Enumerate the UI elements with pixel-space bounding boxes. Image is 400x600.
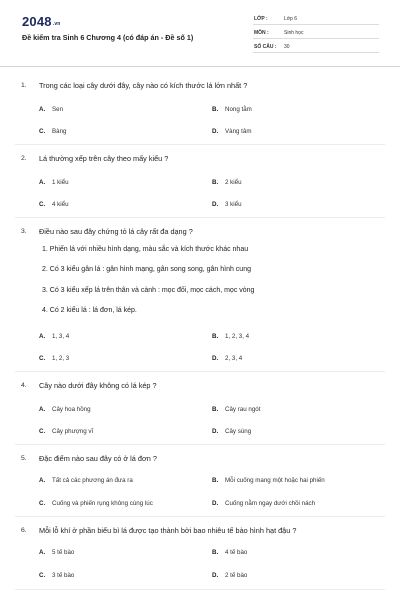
option-text: Vàng tâm	[225, 128, 252, 135]
option-b[interactable]	[212, 333, 249, 340]
option-letter: A.	[39, 179, 46, 186]
header-divider	[0, 66, 400, 67]
meta-count-label: SỐ CÂU :	[254, 44, 277, 50]
option-letter: B.	[212, 106, 219, 113]
option-letter: B.	[212, 477, 219, 484]
option-letter: D.	[212, 572, 219, 579]
option-letter: A.	[39, 106, 46, 113]
option-d[interactable]	[212, 128, 251, 135]
question-text: Cây nào dưới đây không có lá kép ?	[39, 381, 157, 390]
option-letter: D.	[212, 355, 219, 362]
question-text: Lá thường xếp trên cây theo mấy kiểu ?	[39, 154, 169, 163]
option-text: Cuống nằm ngay dưới chồi nách	[225, 500, 316, 507]
option-letter: D.	[212, 201, 219, 208]
option-c[interactable]	[39, 572, 74, 579]
option-b[interactable]	[212, 179, 242, 186]
meta-subject-label: MÔN :	[254, 30, 269, 36]
option-text: Mỗi cuống mang một hoặc hai phiến	[225, 477, 325, 484]
site-logo[interactable]	[22, 14, 61, 29]
option-text: 3 tế bào	[52, 572, 75, 579]
option-letter: B.	[212, 179, 219, 186]
option-text: Cây hoa hồng	[52, 406, 91, 413]
question-text: Trong các loại cây dưới đây, cây nào có kích thước lá lớn nhất ?	[39, 81, 248, 90]
question-divider	[15, 217, 385, 218]
question-number: 6.	[21, 527, 27, 534]
option-letter: B.	[212, 549, 219, 556]
option-text: Cuống và phiến rụng không cùng lúc	[52, 500, 153, 507]
meta-count-row	[253, 43, 379, 53]
option-a[interactable]	[39, 477, 133, 484]
option-letter: D.	[212, 128, 219, 135]
logo-text: 2048	[22, 14, 52, 29]
option-text: 1, 2, 3	[52, 355, 70, 362]
meta-count-value: 30	[284, 44, 290, 50]
meta-class-label: LỚP :	[254, 16, 268, 22]
question-divider	[15, 444, 385, 445]
option-c[interactable]	[39, 500, 153, 507]
option-d[interactable]	[212, 355, 242, 362]
option-text: 4 kiểu	[52, 201, 69, 208]
option-letter: C.	[39, 355, 46, 362]
option-text: 1, 2, 3, 4	[225, 333, 250, 340]
question-text: Điều nào sau đây chứng tỏ lá cây rất đa dạng ?	[39, 227, 193, 236]
question-number: 4.	[21, 382, 27, 389]
option-d[interactable]	[212, 500, 315, 507]
statement-4: 4. Có 2 kiểu lá : lá đơn, lá kép.	[42, 307, 137, 314]
option-text: 2 kiểu	[225, 179, 242, 186]
option-letter: B.	[212, 333, 219, 340]
question-text: Mỗi lỗ khí ở phần biểu bì lá được tạo thành bởi bao nhiêu tế bào hình hạt đậu ?	[39, 526, 297, 535]
option-d[interactable]	[212, 428, 251, 435]
statement-2: 2. Có 3 kiểu gân lá : gân hình mạng, gân song song, gân hình cung	[42, 266, 251, 273]
logo-suffix: .vn	[52, 21, 61, 27]
option-text: 2 tế bào	[225, 572, 248, 579]
question-divider	[15, 144, 385, 145]
meta-subject-row	[253, 29, 379, 39]
option-text: Cây rau ngót	[225, 406, 261, 413]
option-a[interactable]	[39, 106, 63, 113]
option-text: Cây phượng vĩ	[52, 428, 94, 435]
option-text: 1, 3, 4	[52, 333, 70, 340]
option-text: Sen	[52, 106, 64, 113]
option-letter: D.	[212, 428, 219, 435]
question-number: 2.	[21, 155, 27, 162]
option-letter: A.	[39, 406, 46, 413]
document-title: Đề kiểm tra Sinh 6 Chương 4 (có đáp án - Đề số 1)	[22, 33, 194, 42]
meta-subject-value: Sinh học	[284, 30, 304, 36]
option-letter: C.	[39, 201, 46, 208]
option-letter: C.	[39, 572, 46, 579]
option-text: Cây súng	[225, 428, 252, 435]
meta-class-row	[253, 15, 379, 25]
option-a[interactable]	[39, 179, 69, 186]
option-b[interactable]	[212, 477, 325, 484]
question-divider	[15, 516, 385, 517]
option-text: 5 tế bào	[52, 549, 75, 556]
option-b[interactable]	[212, 549, 247, 556]
option-a[interactable]	[39, 406, 91, 413]
option-b[interactable]	[212, 406, 260, 413]
option-text: Bàng	[52, 128, 67, 135]
option-letter: A.	[39, 477, 46, 484]
option-text: 1 kiểu	[52, 179, 69, 186]
option-letter: C.	[39, 500, 46, 507]
question-number: 3.	[21, 228, 27, 235]
option-letter: D.	[212, 500, 219, 507]
meta-class-value: Lớp 6	[284, 16, 298, 22]
option-text: Nong tằm	[225, 106, 252, 113]
question-divider	[15, 589, 385, 590]
option-text: 4 tế bào	[225, 549, 248, 556]
option-d[interactable]	[212, 201, 242, 208]
option-letter: A.	[39, 549, 46, 556]
option-letter: C.	[39, 428, 46, 435]
option-text: Tất cả các phương án đưa ra	[52, 477, 133, 484]
option-c[interactable]	[39, 428, 93, 435]
option-a[interactable]	[39, 333, 69, 340]
option-letter: C.	[39, 128, 46, 135]
question-number: 5.	[21, 455, 27, 462]
option-c[interactable]	[39, 128, 66, 135]
option-text: 2, 3, 4	[225, 355, 243, 362]
question-text: Đặc điểm nào sau đây có ở lá đơn ?	[39, 454, 157, 463]
question-divider	[15, 371, 385, 372]
question-number: 1.	[21, 82, 27, 89]
statement-3: 3. Có 3 kiểu xếp lá trên thân và cành : mọc đối, mọc cách, mọc vòng	[42, 287, 255, 294]
option-c[interactable]	[39, 355, 69, 362]
option-letter: B.	[212, 406, 219, 413]
option-b[interactable]	[212, 106, 252, 113]
option-d[interactable]	[212, 572, 247, 579]
option-c[interactable]	[39, 201, 69, 208]
option-text: 3 kiểu	[225, 201, 242, 208]
statement-1: 1. Phiến lá với nhiều hình dạng, màu sắc và kích thước khác nhau	[42, 246, 249, 253]
option-a[interactable]	[39, 549, 74, 556]
document-header	[0, 0, 400, 66]
option-letter: A.	[39, 333, 46, 340]
